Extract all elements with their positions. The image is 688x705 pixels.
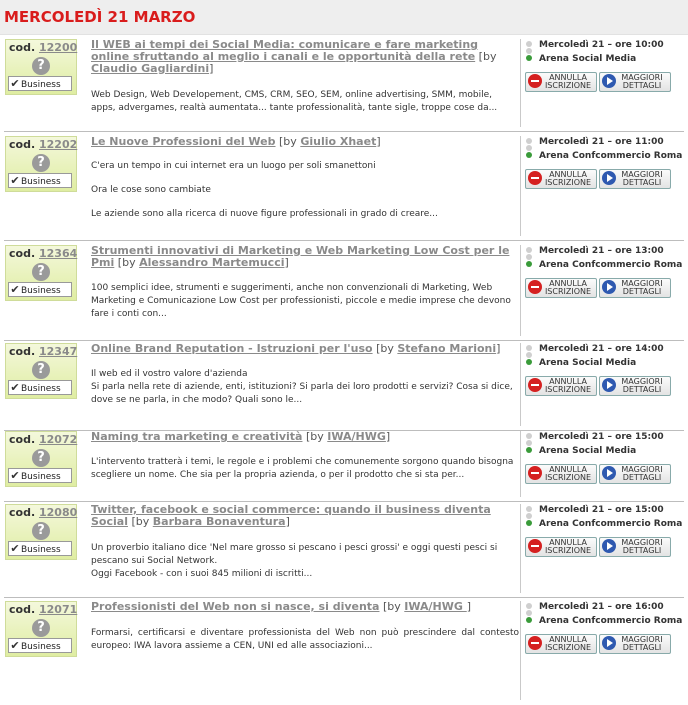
stop-icon xyxy=(528,378,542,392)
event-time: Mercoledì 21 – ore 11:00 xyxy=(539,137,664,147)
speaker-link[interactable]: Giulio Xhaet xyxy=(300,135,377,148)
event-row xyxy=(0,39,688,132)
speaker-link[interactable]: Barbara Bonaventura xyxy=(152,515,286,528)
code-label: cod. xyxy=(9,506,36,519)
code-box xyxy=(5,431,77,487)
column-divider xyxy=(520,504,521,593)
event-row xyxy=(0,136,688,241)
more-details-button[interactable]: MAGGIORI DETTAGLI xyxy=(599,634,671,654)
code-box xyxy=(5,601,77,657)
event-row xyxy=(0,245,688,341)
code-label: cod. xyxy=(9,138,36,151)
speaker-link[interactable]: Claudio Gagliardini xyxy=(91,62,210,75)
code-box xyxy=(5,504,77,560)
play-icon xyxy=(602,74,616,88)
checkmark-icon: ✔ xyxy=(10,283,20,296)
availability-indicator-icon xyxy=(525,138,533,158)
code-box xyxy=(5,136,77,192)
event-code-link[interactable]: 12072 xyxy=(38,433,78,446)
cancel-registration-button[interactable]: ANNULLA ISCRIZIONE xyxy=(525,278,597,298)
availability-indicator-icon xyxy=(525,433,533,453)
event-code-link[interactable]: 12080 xyxy=(38,506,78,519)
checkmark-icon: ✔ xyxy=(10,639,20,652)
play-icon xyxy=(602,636,616,650)
event-code-link[interactable]: 12202 xyxy=(38,138,78,151)
event-title-link[interactable]: Professionisti del Web non si nasce, si diventa xyxy=(91,600,380,613)
stop-icon xyxy=(528,171,542,185)
event-title-line: Strumenti innovativi di Marketing e Web Marketing Low Cost per le Pmi [by Alessandro Martemucci] xyxy=(91,244,510,269)
event-time: Mercoledì 21 – ore 14:00 xyxy=(539,344,664,354)
row-separator xyxy=(4,240,684,241)
play-icon xyxy=(602,280,616,294)
question-icon[interactable]: ? xyxy=(32,154,50,172)
cancel-registration-button[interactable]: ANNULLA ISCRIZIONE xyxy=(525,464,597,484)
event-time: Mercoledì 21 – ore 15:00 xyxy=(539,432,664,442)
event-location: Arena Social Media xyxy=(539,54,637,64)
event-location: Arena Confcommercio Roma xyxy=(539,151,683,161)
code-label: cod. xyxy=(9,433,36,446)
availability-indicator-icon xyxy=(525,603,533,623)
cancel-registration-button[interactable]: ANNULLA ISCRIZIONE xyxy=(525,537,597,557)
code-label: cod. xyxy=(9,603,36,616)
code-box xyxy=(5,343,77,399)
speaker-link[interactable]: Stefano Marioni xyxy=(397,342,497,355)
code-label: cod. xyxy=(9,345,36,358)
event-row xyxy=(0,504,688,598)
speaker-link[interactable]: Alessandro Martemucci xyxy=(139,256,285,269)
stop-icon xyxy=(528,539,542,553)
event-title-line: Professionisti del Web non si nasce, si diventa [by IWA/HWG ] xyxy=(91,600,472,613)
column-divider xyxy=(520,343,521,426)
question-icon[interactable]: ? xyxy=(32,361,50,379)
category-badge: ✔Business xyxy=(8,76,72,91)
event-time: Mercoledì 21 – ore 16:00 xyxy=(539,602,664,612)
row-separator xyxy=(4,340,684,341)
column-divider xyxy=(520,39,521,127)
event-location: Arena Confcommercio Roma xyxy=(539,260,683,270)
speaker-link[interactable]: IWA/HWG xyxy=(404,600,467,613)
availability-indicator-icon xyxy=(525,506,533,526)
event-code-link[interactable]: 12347 xyxy=(38,345,78,358)
stop-icon xyxy=(528,74,542,88)
category-badge: ✔Business xyxy=(8,541,72,556)
row-separator xyxy=(4,131,684,132)
event-location: Arena Confcommercio Roma xyxy=(539,616,683,626)
question-icon[interactable]: ? xyxy=(32,263,50,281)
more-details-button[interactable]: MAGGIORI DETTAGLI xyxy=(599,464,671,484)
event-location: Arena Confcommercio Roma xyxy=(539,519,683,529)
more-details-button[interactable]: MAGGIORI DETTAGLI xyxy=(599,376,671,396)
cancel-registration-button[interactable]: ANNULLA ISCRIZIONE xyxy=(525,169,597,189)
code-label: cod. xyxy=(9,247,36,260)
stop-icon xyxy=(528,466,542,480)
more-details-button[interactable]: MAGGIORI DETTAGLI xyxy=(599,72,671,92)
availability-indicator-icon xyxy=(525,41,533,61)
event-title-link[interactable]: Le Nuove Professioni del Web xyxy=(91,135,276,148)
stop-icon xyxy=(528,280,542,294)
checkmark-icon: ✔ xyxy=(10,381,20,394)
checkmark-icon: ✔ xyxy=(10,469,20,482)
event-title-line: Online Brand Reputation - Istruzioni per l'uso [by Stefano Marioni] xyxy=(91,342,501,355)
event-title-link[interactable]: Strumenti innovativi di Marketing e Web Marketing Low Cost per le Pmi xyxy=(91,244,510,269)
day-header: MERCOLEDÌ 21 MARZO xyxy=(0,0,688,35)
event-description: Il web ed il vostro valore d'azienda Si parla nella rete di aziende, enti, istituzioni? Si parla dei loro prodotti e servizi? Cosa si dice, dove se ne parla, in che modo? Quali sono le... xyxy=(91,369,513,405)
event-title-link[interactable]: Online Brand Reputation - Istruzioni per l'uso xyxy=(91,342,373,355)
event-title-link[interactable]: Twitter, facebook e social commerce: quando il business diventa Social xyxy=(91,503,491,528)
question-icon[interactable]: ? xyxy=(32,57,50,75)
event-code-link[interactable]: 12071 xyxy=(38,603,78,616)
cancel-registration-button[interactable]: ANNULLA ISCRIZIONE xyxy=(525,634,597,654)
play-icon xyxy=(602,539,616,553)
event-description: Un proverbio italiano dice 'Nel mare grosso si pescano i pesci grossi' e oggi questi pesci si pescano sui Social Network. Oggi Facebook - con i suoi 845 milioni di iscritti... xyxy=(91,543,498,579)
event-description: C'era un tempo in cui internet era un luogo per soli smanettoni Ora le cose sono cambiate Le aziende sono alla ricerca di nuove figure professionali in grado di creare... xyxy=(91,161,438,219)
column-divider xyxy=(520,431,521,497)
code-label: cod. xyxy=(9,41,36,54)
event-title-line: Naming tra marketing e creatività [by IWA/HWG] xyxy=(91,430,391,443)
code-box xyxy=(5,39,77,95)
event-title-link[interactable]: Il WEB ai tempi dei Social Media: comunicare e fare marketing online sfruttando al meglio i canali e le opportunità della rete xyxy=(91,38,479,63)
event-row xyxy=(0,431,688,502)
event-row xyxy=(0,601,688,705)
speaker-link[interactable]: IWA/HWG xyxy=(327,430,386,443)
event-location: Arena Social Media xyxy=(539,358,637,368)
event-location: Arena Social Media xyxy=(539,446,637,456)
event-title-line: Twitter, facebook e social commerce: quando il business diventa Social [by Barbara Bonaventura] xyxy=(91,503,491,528)
event-title-line: Le Nuove Professioni del Web [by Giulio Xhaet] xyxy=(91,135,381,148)
stop-icon xyxy=(528,636,542,650)
event-title-line: Il WEB ai tempi dei Social Media: comunicare e fare marketing online sfruttando al meglio i canali e le opportunità della rete [by Claudio Gagliardini] xyxy=(91,38,497,75)
event-description: Formarsi, certificarsi e diventare professionista del Web non può prescindere dal contesto europeo: IWA lavora assieme a CEN, UNI ed alle associazioni... xyxy=(91,628,519,651)
column-divider xyxy=(520,245,521,336)
category-badge: ✔Business xyxy=(8,282,72,297)
availability-indicator-icon xyxy=(525,345,533,365)
availability-indicator-icon xyxy=(525,247,533,267)
event-code-link[interactable]: 12200 xyxy=(38,41,78,54)
question-icon[interactable]: ? xyxy=(32,619,50,637)
play-icon xyxy=(602,466,616,480)
more-details-button[interactable]: MAGGIORI DETTAGLI xyxy=(599,537,671,557)
checkmark-icon: ✔ xyxy=(10,542,20,555)
event-description: Web Design, Web Developement, CMS, CRM, SEO, SEM, online advertising, SMM, mobile, apps, advergames, realtà aumentata... tante professionalità, tante sigle, troppe cose da... xyxy=(91,90,498,113)
question-icon[interactable]: ? xyxy=(32,522,50,540)
cancel-registration-button[interactable]: ANNULLA ISCRIZIONE xyxy=(525,376,597,396)
checkmark-icon: ✔ xyxy=(10,77,20,90)
event-time: Mercoledì 21 – ore 13:00 xyxy=(539,246,664,256)
row-separator xyxy=(4,501,684,502)
question-icon[interactable]: ? xyxy=(32,449,50,467)
category-badge: ✔Business xyxy=(8,468,72,483)
code-box xyxy=(5,245,77,301)
event-description: 100 semplici idee, strumenti e suggerimenti, anche non convenzionali di Marketing, Web Marketing e Comunicazione Low Cost per professionisti, piccole e medie imprese che devono fare i conti con... xyxy=(91,283,511,319)
event-row xyxy=(0,343,688,431)
event-title-link[interactable]: Naming tra marketing e creatività xyxy=(91,430,303,443)
event-time: Mercoledì 21 – ore 15:00 xyxy=(539,505,664,515)
row-separator xyxy=(4,597,684,598)
event-time: Mercoledì 21 – ore 10:00 xyxy=(539,40,664,50)
play-icon xyxy=(602,378,616,392)
column-divider xyxy=(520,136,521,236)
event-code-link[interactable]: 12364 xyxy=(38,247,78,260)
checkmark-icon: ✔ xyxy=(10,174,20,187)
category-badge: ✔Business xyxy=(8,380,72,395)
more-details-button[interactable]: MAGGIORI DETTAGLI xyxy=(599,278,671,298)
event-description: L'intervento tratterà i temi, le regole e i problemi che comunemente sorgono quando bisogna scegliere un nome. Che sia per la propria azienda, o per il prodotto che si sta per... xyxy=(91,457,514,480)
play-icon xyxy=(602,171,616,185)
category-badge: ✔Business xyxy=(8,173,72,188)
cancel-registration-button[interactable]: ANNULLA ISCRIZIONE xyxy=(525,72,597,92)
more-details-button[interactable]: MAGGIORI DETTAGLI xyxy=(599,169,671,189)
category-badge: ✔Business xyxy=(8,638,72,653)
column-divider xyxy=(520,601,521,700)
